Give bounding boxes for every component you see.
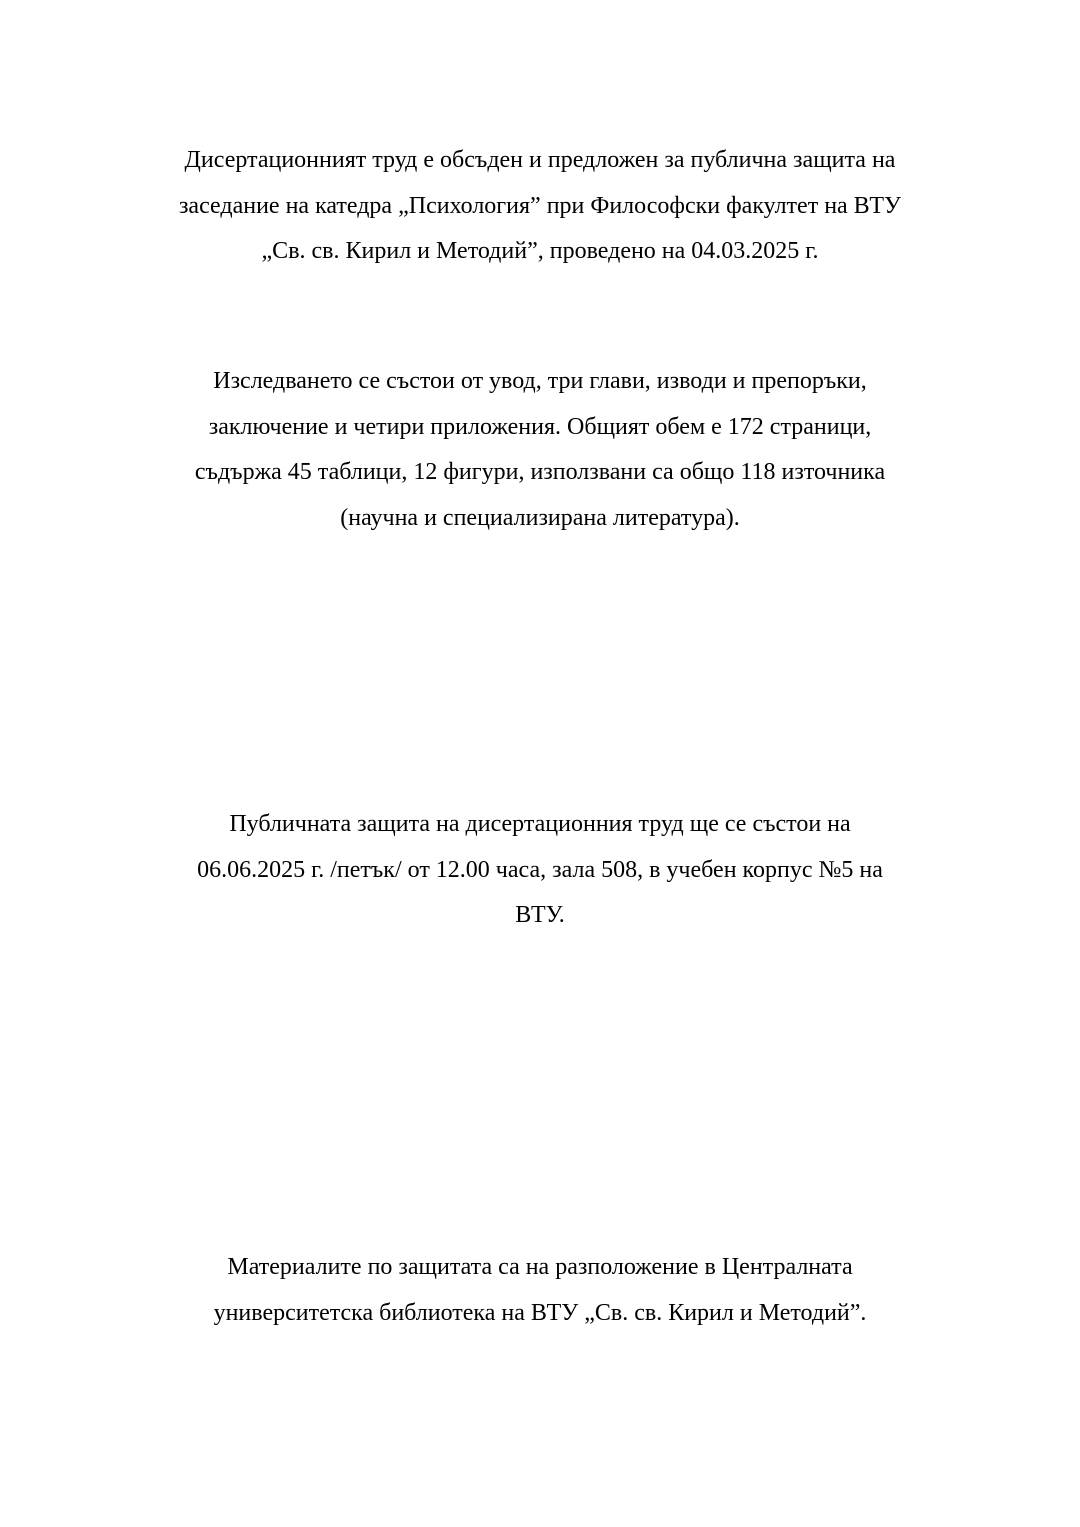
text-line: съдържа 45 таблици, 12 фигури, използвани са общо 118 източника xyxy=(194,459,886,485)
text-line: заседание на катедра „Психология” при Философски факултет на ВТУ xyxy=(178,192,902,219)
paragraph-defense-approval xyxy=(0,138,1080,275)
paragraph-materials-availability xyxy=(0,1245,1080,1336)
text-line: Материалите по защитата са на разположение в Централната xyxy=(227,1254,853,1280)
text-line: Изследването се състои от увод, три глави, изводи и препоръки, xyxy=(213,368,867,394)
text-line: „Св. св. Кирил и Методий”, проведено на 04.03.2025 г. xyxy=(261,238,819,264)
paragraph-study-structure xyxy=(0,359,1080,541)
text-line: ВТУ. xyxy=(515,902,565,928)
text-line: 06.06.2025 г. /петък/ от 12.00 часа, зала 508, в учебен корпус №5 на xyxy=(197,856,883,883)
text-line: (научна и специализирана литература). xyxy=(340,504,740,531)
text-line: Публичната защита на дисертационния труд ще се състои на xyxy=(229,811,851,837)
text-line: заключение и четири приложения. Общият обем е 172 страници, xyxy=(208,413,872,440)
text-line: университетска библиотека на ВТУ „Св. св. Кирил и Методий”. xyxy=(213,1299,867,1326)
text-line: Дисертационният труд е обсъден и предложен за публична защита на xyxy=(184,147,896,173)
paragraph-public-defense xyxy=(0,802,1080,939)
